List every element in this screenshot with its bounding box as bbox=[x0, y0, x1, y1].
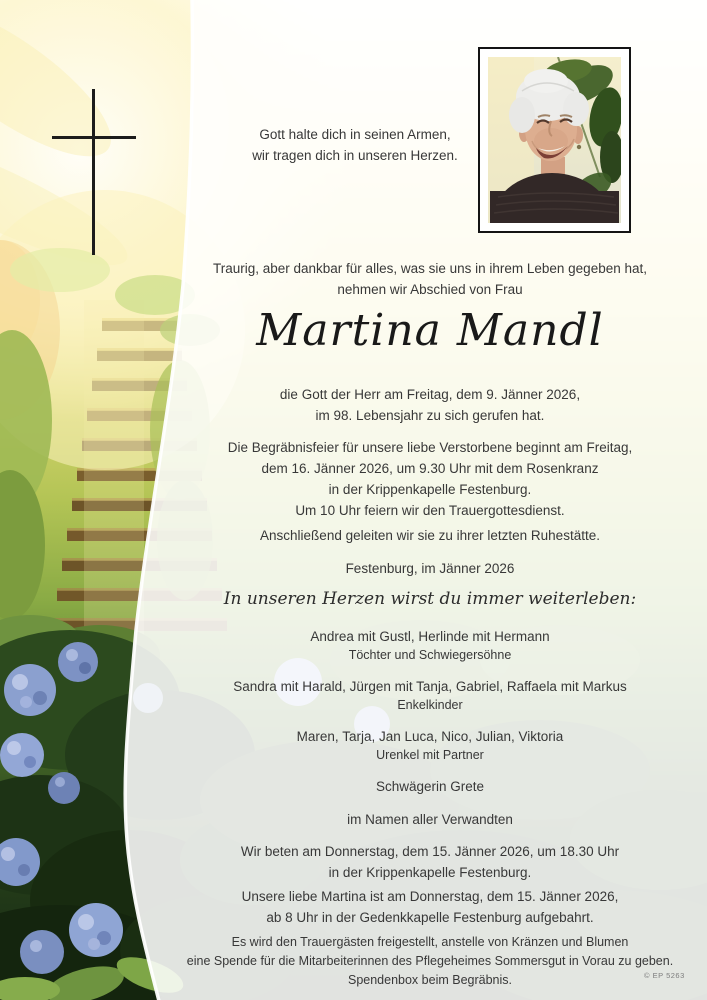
family-relation: Urenkel mit Partner bbox=[376, 748, 484, 762]
family-group-grandchildren bbox=[160, 677, 700, 714]
lying-in-state-details bbox=[160, 886, 700, 928]
intro-line-2: nehmen wir Abschied von Frau bbox=[337, 282, 523, 297]
memorial-quote-line-2: wir tragen dich in unseren Herzen. bbox=[252, 148, 458, 163]
death-notice-line-1: die Gott der Herr am Freitag, dem 9. Jänner 2026, bbox=[279, 387, 581, 402]
intro-line-1: Traurig, aber dankbar für alles, was sie uns in ihrem Leben gegeben hat, bbox=[212, 261, 647, 276]
remembrance-line: In unseren Herzen wirst du immer weiterleben: bbox=[223, 589, 637, 609]
print-code: © EP 5263 bbox=[644, 971, 685, 980]
donation-line-2: eine Spende für die Mitarbeiterinnen des Pflegeheimes Sommersgut in Vorau zu geben. bbox=[186, 954, 674, 968]
funeral-details bbox=[160, 437, 700, 521]
funeral-line-2: dem 16. Jänner 2026, um 9.30 Uhr mit dem Rosenkranz bbox=[261, 461, 599, 476]
memorial-quote bbox=[205, 124, 505, 166]
procession-note: Anschließend geleiten wir sie zu ihrer letzten Ruhestätte. bbox=[260, 528, 600, 543]
death-notice-line-2: im 98. Lebensjahr zu sich gerufen hat. bbox=[315, 408, 545, 423]
lying-line-1: Unsere liebe Martina ist am Donnerstag, dem 15. Jänner 2026, bbox=[241, 889, 619, 904]
donation-line-1: Es wird den Trauergästen freigestellt, anstelle von Kränzen und Blumen bbox=[231, 935, 629, 949]
deceased-name: Martina Mandl bbox=[256, 305, 604, 356]
family-relation: Enkelkinder bbox=[397, 698, 463, 712]
funeral-line-1: Die Begräbnisfeier für unsere liebe Verstorbene beginnt am Freitag, bbox=[227, 440, 633, 455]
cross-vertical-bar bbox=[92, 89, 95, 255]
in-name-of-line: im Namen aller Verwandten bbox=[347, 812, 513, 827]
deceased-portrait bbox=[488, 57, 621, 223]
prayer-line-1: Wir beten am Donnerstag, dem 15. Jänner 2026, um 18.30 Uhr bbox=[240, 844, 620, 859]
cross-horizontal-bar bbox=[52, 136, 136, 139]
dateline: Festenburg, im Jänner 2026 bbox=[345, 561, 515, 576]
lying-line-2: ab 8 Uhr in der Gedenkkapelle Festenburg aufgebahrt. bbox=[266, 910, 594, 925]
donation-note bbox=[160, 933, 700, 990]
family-group-sister-in-law: Schwägerin Grete bbox=[375, 779, 485, 794]
family-group-great-grandchildren bbox=[160, 727, 700, 764]
memorial-quote-line-1: Gott halte dich in seinen Armen, bbox=[259, 127, 451, 142]
family-names: Maren, Tarja, Jan Luca, Nico, Julian, Viktoria bbox=[296, 729, 564, 744]
donation-line-3: Spendenbox beim Begräbnis. bbox=[347, 973, 512, 987]
family-names: Sandra mit Harald, Jürgen mit Tanja, Gabriel, Raffaela mit Markus bbox=[233, 679, 627, 694]
death-notice bbox=[160, 384, 700, 426]
funeral-line-4: Um 10 Uhr feiern wir den Trauergottesdienst. bbox=[295, 503, 565, 518]
family-names: Andrea mit Gustl, Herlinde mit Hermann bbox=[310, 629, 550, 644]
funeral-line-3: in der Krippenkapelle Festenburg. bbox=[328, 482, 532, 497]
family-group-daughters bbox=[160, 627, 700, 664]
prayer-line-2: in der Krippenkapelle Festenburg. bbox=[328, 865, 532, 880]
family-relation: Töchter und Schwiegersöhne bbox=[348, 648, 512, 662]
prayer-details bbox=[160, 841, 700, 883]
